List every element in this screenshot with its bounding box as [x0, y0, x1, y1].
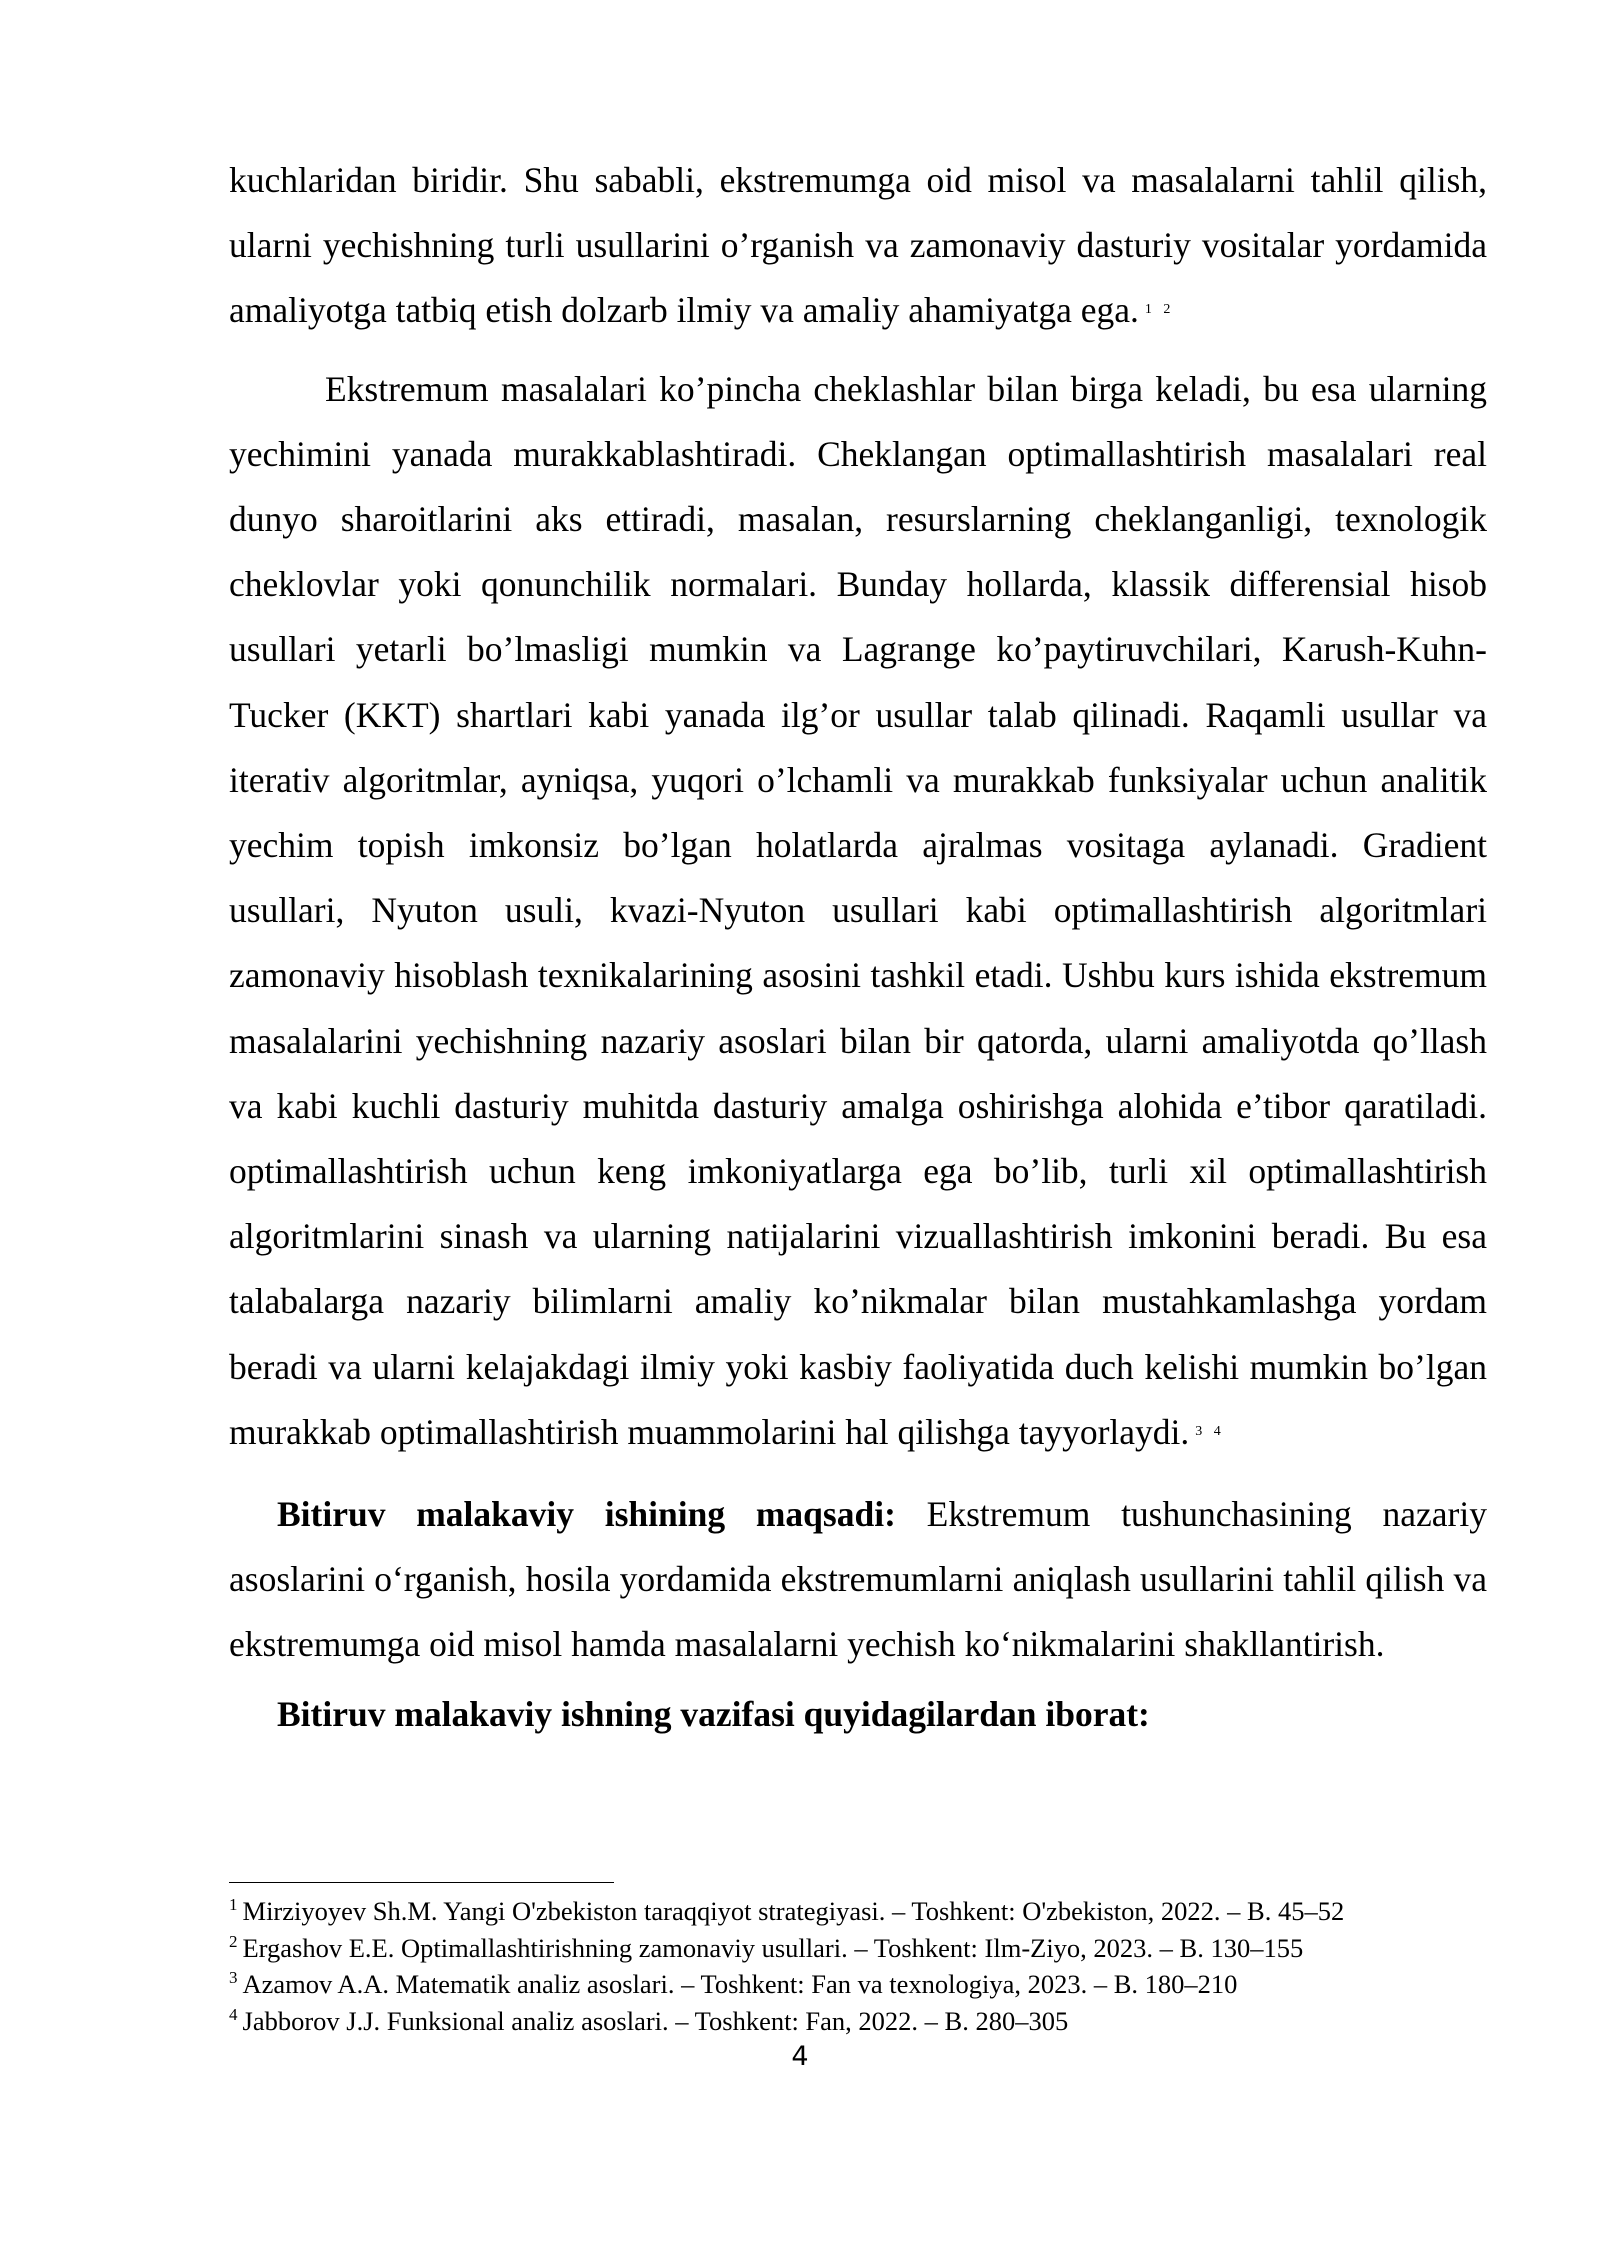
footnote-number: 4	[229, 2004, 238, 2024]
paragraph-goal	[229, 1482, 1487, 1678]
footnote-separator	[229, 1882, 614, 1883]
footnote-2	[229, 1930, 1529, 1967]
goal-text: Ekstremum tushunchasining nazariy asoslarini o‘rganish, hosila yordamida ekstremumlarni aniqlash usullarini tahlil qilish va ekstremumga oid misol hamda masalalarni yechish ko‘nikmalarini shakllantirish.	[229, 1494, 1487, 1665]
footnote-4	[229, 2003, 1529, 2040]
goal-label: Bitiruv malakaviy ishining maqsadi:	[277, 1494, 896, 1535]
paragraph-constraints	[229, 357, 1487, 1465]
footnote-1	[229, 1893, 1529, 1930]
paragraph-intro	[229, 148, 1487, 344]
paragraph-constraints-text: Ekstremum masalalari ko’pincha cheklashlar bilan birga keladi, bu esa ularning yechimini yanada murakkablashtiradi. Cheklangan optimallashtirish masalalari real dunyo sharoitlarini aks ettiradi, masalan, resurslarning cheklanganligi, texnologik cheklovlar yoki qonunchilik normalari. Bunday hollarda, klassik differensial hisob usullari yetarli bo’lmasligi mumkin va Lagrange ko’paytiruvchilari, Karush-Kuhn-Tucker (KKT) shartlari kabi yanada ilg’or usullar talab qilinadi. Raqamli usullar va iterativ algoritmlar, ayniqsa, yuqori o’lchamli va murakkab funksiyalar uchun analitik yechim topish imkonsiz bo’lgan holatlarda ajralmas vositaga aylanadi. Gradient usullari, Nyuton usuli, kvazi-Nyuton usullari kabi optimallashtirish algoritmlari zamonaviy hisoblash texnikalarining asosini tashkil etadi. Ushbu kurs ishida ekstremum masalalarini yechishning nazariy asoslari bilan bir qatorda, ularni amaliyotda qo’llash va kabi kuchli dasturiy muhitda dasturiy amalga oshirishga alohida e’tibor qaratiladi. optimallashtirish uchun keng imkoniyatlarga ega bo’lib, turli xil optimallashtirish algoritmlarini sinash va ularning natijalarini vizuallashtirish imkonini beradi. Bu esa talabalarga nazariy bilimlarni amaliy ko’nikmalar bilan mustahkamlashga yordam beradi va ularni kelajakdagi ilmiy yoki kasbiy faoliyatida duch kelishi mumkin bo’lgan murakkab optimallashtirish muammolarini hal qilishga tayyorlaydi.	[229, 368, 1487, 1452]
footnote-number: 1	[229, 1895, 238, 1914]
footnote-text: Ergashov E.E. Optimallashtirishning zamonaviy usullari. – Toshkent: Ilm-Ziyo, 2023. – B. 130–155	[242, 1932, 1304, 1963]
paragraph-tasks-heading	[229, 1682, 1487, 1747]
tasks-label: Bitiruv malakaviy ishning vazifasi quyidagilardan iborat:	[277, 1693, 1150, 1734]
body-text	[229, 148, 1487, 1747]
page-number: 4	[791, 2041, 809, 2072]
footnote-text: Azamov A.A. Matematik analiz asoslari. – Toshkent: Fan va texnologiya, 2023. – B. 180–210	[242, 1969, 1238, 1999]
footnotes	[229, 1893, 1529, 2039]
paragraph-intro-text: kuchlaridan biridir. Shu sababli, ekstremumga oid misol va masalalarni tahlil qilish, ularni yechishning turli usullarini o’rganish va zamonaviy dasturiy vositalar yordamida amaliyotga tatbiq etish dolzarb ilmiy va amaliy ahamiyatga ega.	[229, 160, 1487, 331]
footnote-refs-3-4[interactable]: 3 4	[1195, 1423, 1225, 1439]
footnote-text: Jabborov J.J. Funksional analiz asoslari. – Toshkent: Fan, 2022. – B. 280–305	[242, 2005, 1069, 2036]
footnote-number: 3	[229, 1968, 238, 1987]
footnote-3	[229, 1966, 1529, 2003]
footnote-number: 2	[229, 1931, 238, 1951]
footnote-text: Mirziyoyev Sh.M. Yangi O'zbekiston taraqqiyot strategiyasi. – Toshkent: O'zbekiston, 2022. – B. 45–52	[242, 1896, 1345, 1926]
footnote-refs-1-2[interactable]: 1 2	[1144, 302, 1175, 318]
